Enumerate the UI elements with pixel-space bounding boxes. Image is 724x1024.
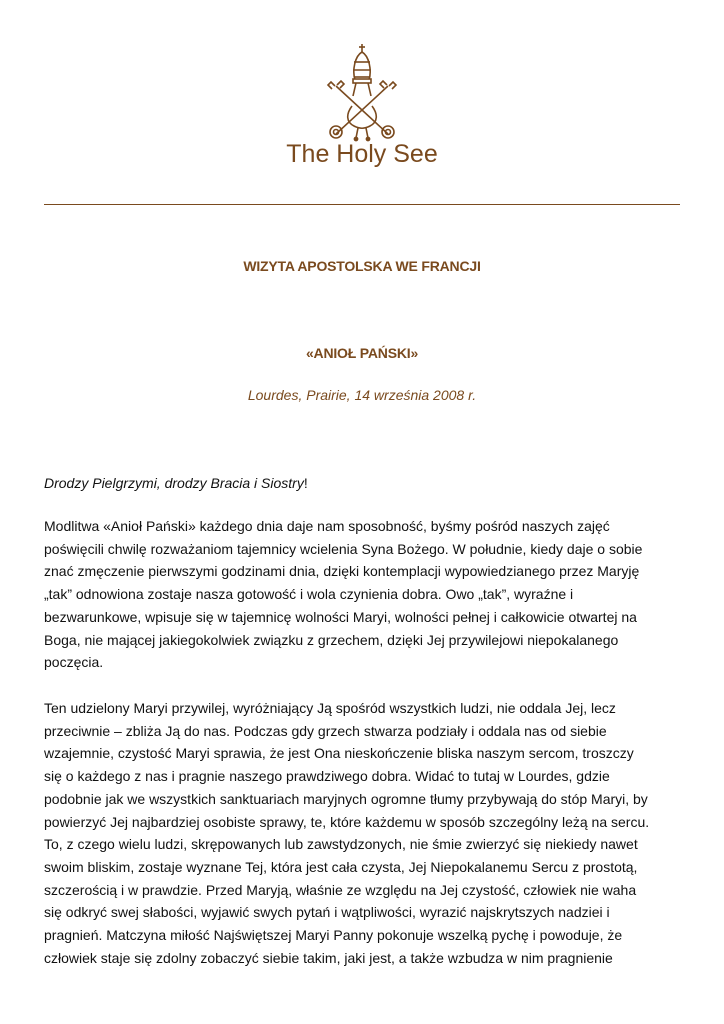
paragraph-line: pragnień. Matczyna miłość Najświętszej Maryi Panny pokonuje wszelką pychę i powoduje, że bbox=[44, 927, 623, 944]
place-date: Lourdes, Prairie, 14 września 2008 r. bbox=[247, 387, 477, 403]
header-divider bbox=[44, 204, 680, 205]
greeting-punctuation: ! bbox=[303, 475, 308, 491]
paragraph-line: znać zmęczenie pierwszymi godzinami dnia, dzięki kontemplacji wypowiedzianego przez Maryję bbox=[44, 563, 640, 580]
paragraph-line: się o każdego z nas i pragnie naszego prawdziwego dobra. Widać to tutaj w Lourdes, gdzie bbox=[44, 768, 610, 785]
paragraph-line: przeciwnie – zbliża Ją do nas. Podczas gdy grzech stwarza podziały i oddala nas od siebie bbox=[44, 722, 607, 739]
paragraph-2 bbox=[44, 697, 684, 969]
papal-keys-tiara-icon bbox=[322, 42, 402, 142]
paragraph-line: się odkryć swej słabości, wyjawić swych pytań i wątpliwości, wyrazić najskrytszych nadziei i bbox=[44, 904, 610, 921]
greeting-text: Drodzy Pielgrzymi, drodzy Bracia i Siostry bbox=[44, 475, 304, 491]
paragraph-line: powierzyć Jej najbardziej osobiste sprawy, te, które każdemu w sposób szczególny leżą na sercu. bbox=[44, 813, 650, 830]
paragraph-line: Ten udzielony Maryi przywilej, wyróżniający Ją spośród wszystkich ludzi, nie oddala Jej, lecz bbox=[44, 700, 616, 716]
paragraph-line: wzajemnie, czystość Maryi sprawia, że jest Ona nieskończenie bliska naszym sercom, troszczy bbox=[44, 745, 634, 762]
paragraph-line: bezwarunkowe, wpisuje się w tajemnicę wolności Maryi, wolności pełnej i całkowicie otwartej na bbox=[44, 608, 637, 625]
paragraph-line: Modlitwa «Anioł Pański» każdego dnia daje nam sposobność, byśmy pośród naszych zajęć bbox=[44, 518, 610, 534]
paragraph-line: poczęcia. bbox=[44, 654, 104, 671]
paragraph-line: człowiek staje się zdolny zobaczyć siebie takim, jaki jest, a także wzbudza w nim pragnienie bbox=[44, 949, 613, 966]
paragraph-line: swoim bliskim, zostaje wyznane Tej, która jest cała czysta, Jej Niepokalanemu Sercu z prostotą, bbox=[44, 858, 638, 875]
paragraph-1 bbox=[44, 515, 684, 674]
paragraph-line: To, z czego wielu ludzi, skrępowanych lub zawstydzonych, nie śmie zwierzyć się niekiedy nawet bbox=[44, 836, 638, 853]
paragraph-line: Boga, nie mającej jakiegokolwiek związku z grzechem, dzięki Jej przywilejowi niepokalanego bbox=[44, 631, 619, 648]
paragraph-line: szczerością i w prawdzie. Przed Maryją, właśnie ze względu na Jej czystość, człowiek nie waha bbox=[44, 881, 637, 898]
paragraph-line: podobnie jak we wszystkich sanktuariach maryjnych ogromne tłumy przybywają do stóp Maryi, by bbox=[44, 790, 648, 807]
site-title: The Holy See bbox=[286, 140, 438, 168]
paragraph-line: poświęcili chwilę rozważaniom tajemnicy wcielenia Syna Bożego. W południe, kiedy daje o sobie bbox=[44, 540, 643, 557]
prayer-title: «ANIOŁ PAŃSKI» bbox=[305, 345, 419, 361]
greeting bbox=[44, 475, 308, 491]
paragraph-line: „tak” odnowiona zostaje nasza gotowość i wola czynienia dobra. Owo „tak”, wyraźne i bbox=[44, 586, 574, 603]
visit-title: WIZYTA APOSTOLSKA WE FRANCJI bbox=[243, 258, 481, 274]
